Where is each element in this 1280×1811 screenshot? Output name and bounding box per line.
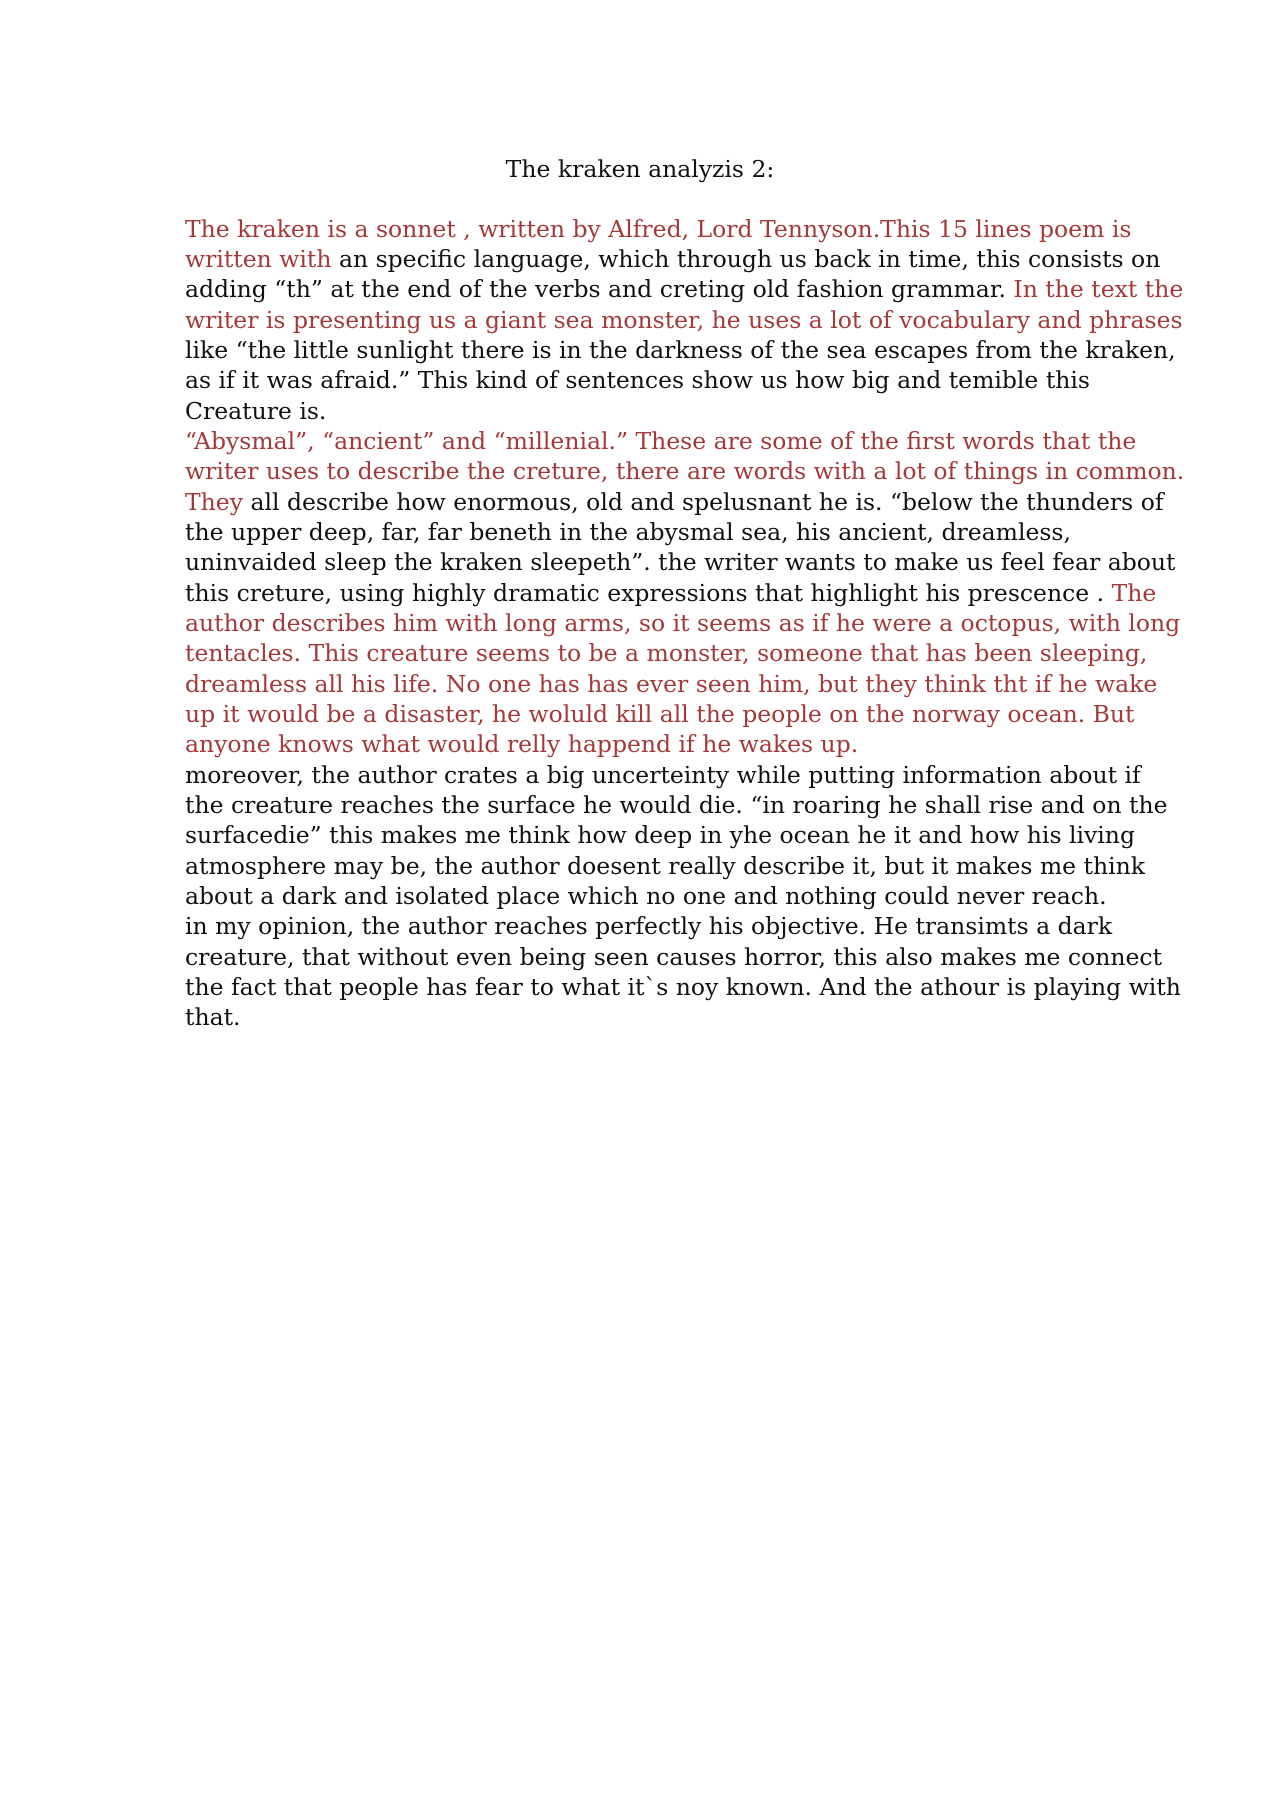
text-line: [185, 942, 1163, 972]
text-line: [185, 638, 1148, 668]
highlighted-text-run: author describes him with long arms, so it seems as if he were a octopus, with long: [185, 608, 1181, 637]
text-line: [185, 335, 1176, 365]
text-line: [185, 517, 1105, 547]
text-line: [185, 426, 1137, 456]
text-line: [185, 547, 1176, 577]
text-run: all describe how enormous, old and spelusnant he is. “below the thunders of: [243, 487, 1164, 516]
text-run: adding “th” at the end of the verbs and creting old fashion grammar.: [185, 275, 1014, 304]
text-line: [185, 274, 1184, 304]
text-line: [185, 881, 1105, 911]
highlighted-text-run: dreamless all his life. No one has has ever seen him, but they think tht if he wake: [185, 669, 1158, 698]
text-run: creature, that without even being seen causes horror, this also makes me connect: [185, 942, 1163, 971]
text-line: [185, 396, 1105, 426]
text-line: [185, 214, 1132, 244]
text-line: [185, 972, 1181, 1002]
text-line: [185, 820, 1135, 850]
document-body: [185, 214, 1185, 1033]
text-line: [185, 699, 1135, 729]
text-line: [185, 729, 1105, 759]
text-line: [185, 1002, 1105, 1032]
text-run: the creature reaches the surface he would die. “in roaring he shall rise and on the: [185, 791, 1168, 820]
text-run: about a dark and isolated place which no one and nothing could never reach.: [185, 882, 1107, 911]
text-line: [185, 487, 1164, 517]
text-run: as if it was afraid.” This kind of sentences show us how big and temible this: [185, 366, 1090, 395]
highlighted-text-run: They: [185, 487, 243, 516]
text-run: moreover, the author crates a big uncerteinty while putting information about if: [185, 760, 1141, 789]
highlighted-text-run: up it would be a disaster, he woluld kill all the people on the norway ocean. But: [185, 700, 1135, 728]
text-line: [185, 760, 1141, 790]
text-run: like “the little sunlight there is in the darkness of the sea escapes from the kraken,: [185, 335, 1176, 364]
highlighted-text-run: written with: [185, 244, 332, 273]
text-run: Creature is.: [185, 396, 327, 425]
text-run: this creture, using highly dramatic expressions that highlight his prescence .: [185, 578, 1112, 607]
text-line: [185, 790, 1168, 820]
highlighted-text-run: writer is presenting us a giant sea monster, he uses a lot of vocabulary and phrases: [185, 305, 1183, 334]
text-run: in my opinion, the author reaches perfectly his objective. He transimts a dark: [185, 912, 1113, 941]
text-line: [185, 456, 1185, 486]
text-run: the upper deep, far, far beneth in the abysmal sea, his ancient, dreamless,: [185, 517, 1071, 546]
highlighted-text-run: The kraken is a sonnet , written by Alfred, Lord Tennyson.This 15 lines poem is: [185, 214, 1132, 243]
text-line: [185, 669, 1158, 699]
document-title: The kraken analyzis 2:: [505, 155, 775, 183]
text-line: [185, 578, 1157, 608]
highlighted-text-run: The: [1111, 578, 1157, 607]
text-line: [185, 365, 1105, 395]
text-line: [185, 305, 1183, 335]
text-run: uninvaided sleep the kraken sleepeth”. the writer wants to make us feel fear about: [185, 548, 1176, 577]
text-line: [185, 608, 1181, 638]
highlighted-text-run: writer uses to describe the creture, there are words with a lot of things in common.: [185, 457, 1185, 486]
text-run: atmosphere may be, the author doesent really describe it, but it makes me think: [185, 851, 1146, 880]
text-line: [185, 911, 1113, 941]
text-run: surfacedie” this makes me think how deep in yhe ocean he it and how his living: [185, 821, 1135, 850]
text-run: the fact that people has fear to what it`s noy known. And the athour is playing with: [185, 973, 1181, 1002]
highlighted-text-run: tentacles. This creature seems to be a monster, someone that has been sleeping,: [185, 639, 1148, 668]
highlighted-text-run: anyone knows what would relly happend if he wakes up.: [185, 730, 859, 759]
text-run: an specific language, which through us back in time, this consists on: [331, 244, 1161, 273]
highlighted-text-run: In the text the: [1013, 275, 1184, 304]
text-line: [185, 851, 1146, 881]
text-line: [185, 244, 1161, 274]
text-run: that.: [185, 1003, 241, 1032]
highlighted-text-run: “Abysmal”, “ancient” and “millenial.” These are some of the first words that the: [185, 426, 1137, 455]
